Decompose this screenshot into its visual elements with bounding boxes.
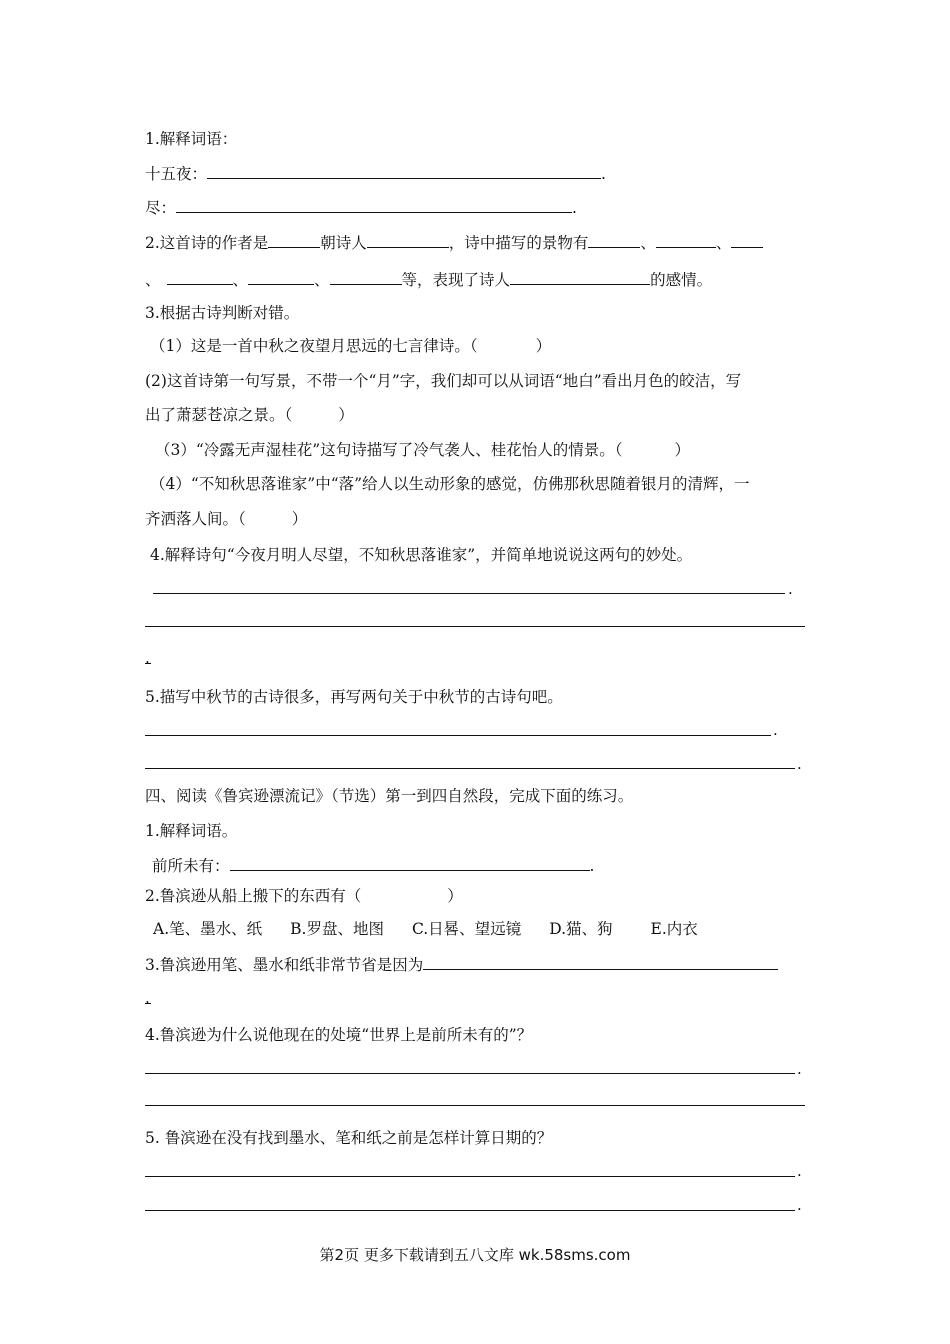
sep: 、 [145,271,161,289]
s4-q3 [145,953,778,976]
scene-blank[interactable] [588,231,640,248]
s4-q4: 4.鲁滨逊为什么说他现在的处境“世界上是前所未有的”？ [145,1026,533,1044]
period: . [797,1162,802,1180]
s4-q2-text: 2.鲁滨逊从船上搬下的东西有（ [145,887,362,905]
q3-item4-line1: （4）“不知秋思落谁家”中“落”给人以生动形象的感觉，仿佛那秋思随着银月的清辉，一 [150,475,750,493]
answer-blank[interactable] [230,854,590,871]
q4-prompt: 4.解释诗句“今夜月明人尽望，不知秋思落谁家”，并简单地说说这两句的妙处。 [150,546,693,564]
answer-line[interactable] [145,1176,795,1177]
answer-line[interactable] [145,768,795,769]
term-label: 十五夜： [145,165,208,183]
answer-blank[interactable] [423,953,778,970]
period: . [797,755,802,773]
q5-prompt: 5.描写中秋节的古诗很多，再写两句关于中秋节的古诗句吧。 [145,688,563,706]
term-label: 前所未有： [152,857,230,875]
answer-blank[interactable] [176,196,572,213]
page-footer: 第2页 更多下载请到五八文库 wk.58sms.com [319,1246,631,1264]
s4-q2 [145,885,463,907]
scene-blank[interactable] [731,231,763,248]
period: . [145,989,150,1007]
period: . [589,857,595,875]
close-paren: ） [447,887,463,905]
q2-text-d: 等，表现了诗人 [401,271,511,289]
q3-title: 3.根据古诗判断对错。 [145,304,300,322]
close-paren: ） [291,510,308,528]
sep: 、 [715,234,732,252]
answer-line[interactable] [153,593,785,594]
dynasty-blank[interactable] [268,231,320,248]
scene-blank[interactable] [330,268,402,285]
close-paren: ） [338,406,354,424]
q2-text-a: 2.这首诗的作者是 [145,234,269,252]
option-c[interactable]: C.日晷、望远镜 [411,920,522,938]
q3-item1 [150,335,551,357]
q3-1-text: （1）这是一首中秋之夜望月思远的七言律诗。（ [150,337,478,355]
scene-blank[interactable] [248,268,314,285]
q2-text-e: 的感情。 [650,271,713,289]
q1-term-shiwuye [145,162,606,185]
period: . [145,649,150,667]
q1-title: 1.解释词语： [145,130,238,148]
close-paren: ） [535,337,552,355]
option-a[interactable]: A.笔、墨水、纸 [153,920,263,938]
q2-line2 [145,268,712,291]
answer-line[interactable] [145,1073,795,1074]
q1-term-jin [145,196,577,219]
option-d[interactable]: D.猫、狗 [549,920,613,938]
s4-q2-options [153,918,726,940]
period: . [797,1196,802,1214]
answer-line[interactable] [145,1105,805,1106]
s4-q5: 5. 鲁滨逊在没有找到墨水、笔和纸之前是怎样计算日期的？ [145,1129,553,1147]
answer-line[interactable] [145,626,805,627]
scene-blank[interactable] [167,268,233,285]
period: . [572,199,577,217]
answer-blank[interactable] [207,162,601,179]
q3-3-text: （3）“冷露无声湿桂花”这句诗描写了冷气袭人、桂花怡人的情景。（ [155,441,623,459]
term-label: 尽： [145,199,177,217]
sep: 、 [640,234,656,252]
q3-item2-line2 [145,404,354,426]
sep: 、 [232,271,249,289]
sep: 、 [314,271,330,289]
feeling-blank[interactable] [510,268,650,285]
q2-text-b: 朝诗人 [320,234,367,252]
poet-blank[interactable] [367,231,449,248]
close-paren: ） [674,441,690,459]
option-b[interactable]: B.罗盘、地图 [290,920,384,938]
section4-heading: 四、阅读《鲁宾逊漂流记》（节选）第一到四自然段，完成下面的练习。 [145,787,634,805]
q3-2-text: 出了萧瑟苍凉之景。（ [145,406,293,424]
period: . [773,721,778,739]
s4-q3-text: 3.鲁滨逊用笔、墨水和纸非常节省是因为 [145,956,424,974]
q3-item3 [155,439,690,461]
s4-q1-title: 1.解释词语。 [145,822,238,840]
period: . [797,1060,802,1078]
option-e[interactable]: E.内衣 [650,920,698,938]
q3-item4-line2 [145,508,307,530]
answer-line[interactable] [145,735,771,736]
q3-item2-line1: (2)这首诗第一句写景，不带一个“月”字，我们却可以从词语“地白”看出月色的皎洁，写 [145,372,742,390]
answer-line[interactable] [145,1210,795,1211]
q2-line1 [145,231,763,254]
period: . [601,165,606,183]
scene-blank[interactable] [656,231,716,248]
q3-4-text: 齐洒落人间。（ [145,510,246,528]
s4-q1-term [152,854,594,877]
period: . [788,580,793,598]
q2-text-c: ，诗中描写的景物有 [448,234,589,252]
